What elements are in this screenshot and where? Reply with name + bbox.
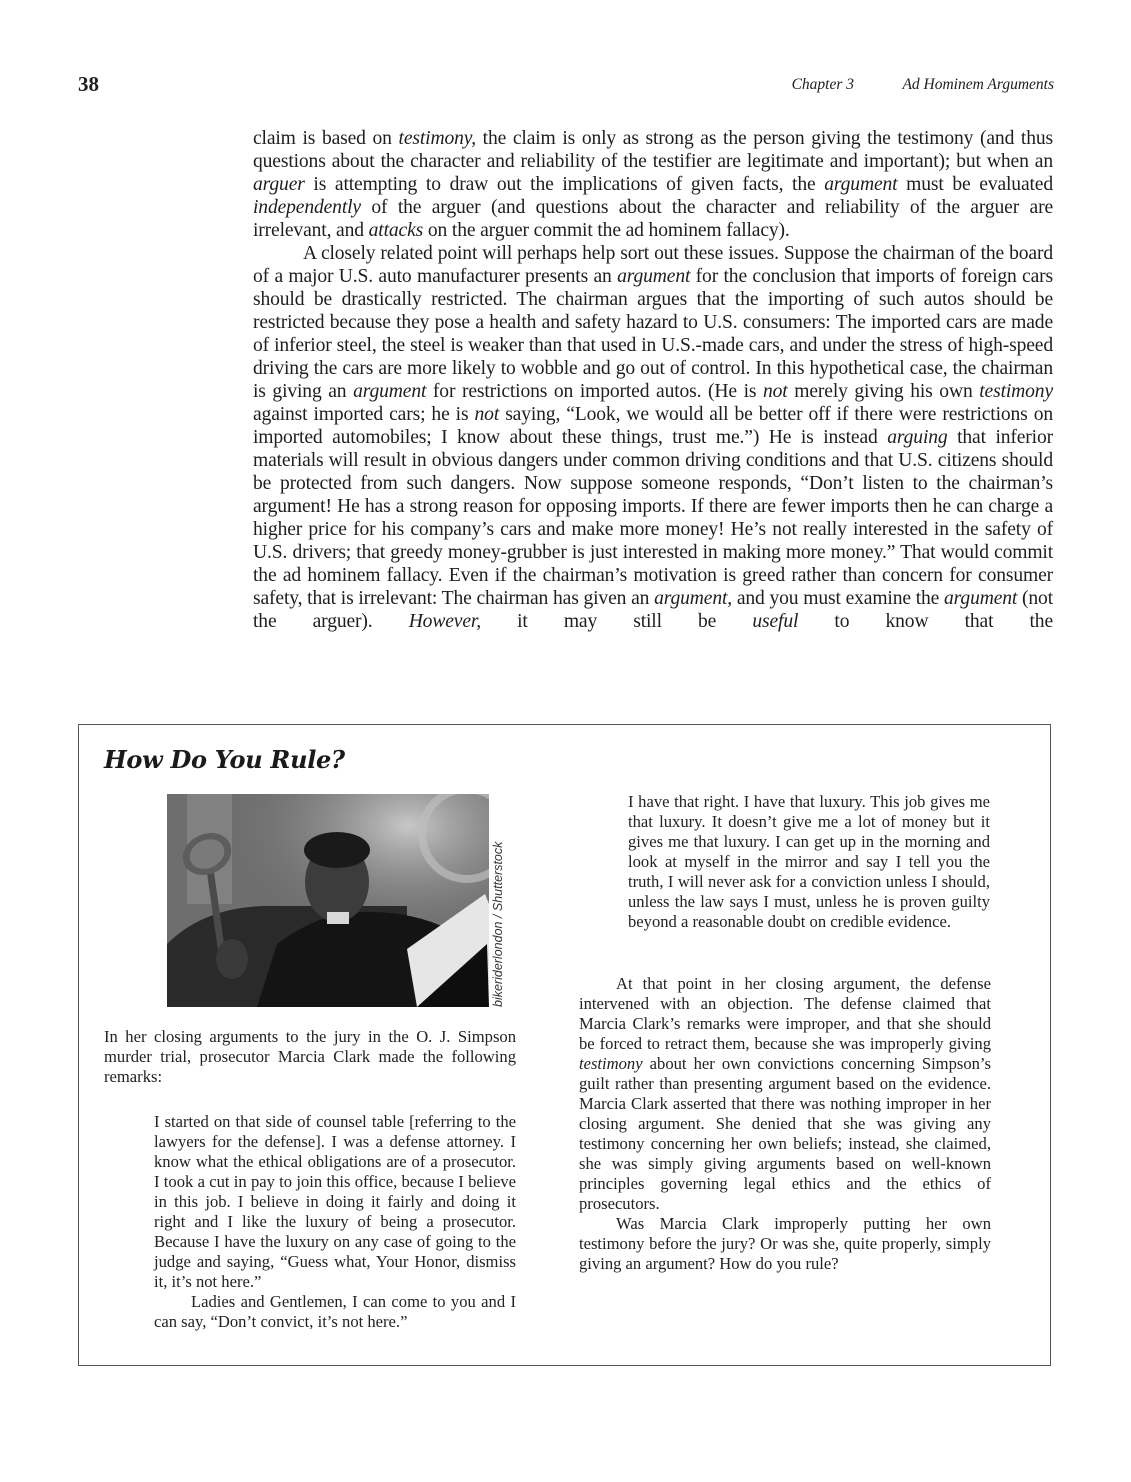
emphasis: arguing: [887, 427, 948, 448]
judge-gavel-image: [167, 794, 489, 1007]
box-body-text: [579, 974, 991, 1274]
photo-credit: bikeriderlondon / Shutterstock: [491, 841, 505, 1007]
chapter-label: Chapter 3: [791, 76, 854, 93]
judge-photo: [167, 794, 489, 1007]
running-head: [78, 72, 1054, 98]
emphasis: testimony: [579, 1054, 643, 1073]
emphasis: argument,: [654, 588, 733, 609]
block-quote-left: [154, 1112, 516, 1332]
emphasis: attacks: [368, 220, 424, 241]
emphasis: argument: [353, 381, 427, 402]
quote-paragraph: I started on that side of counsel table [referring to the lawyers for the defense]. I was a defense attorney. I know what the ethical obligations are of a prosecutor. I took a cut in pay to join this office, because I believe in this job. I believe in doing it fairly and doing it right and I like the luxury of being a prosecutor. Because I have the luxury on any case of going to the judge and saying, “Guess what, Your Honor, dismiss it, it’s not here.”: [154, 1112, 516, 1291]
emphasis: testimony: [979, 381, 1053, 402]
emphasis: argument: [944, 588, 1018, 609]
chapter-title: Ad Hominem Arguments: [902, 76, 1054, 93]
emphasis: useful: [752, 611, 799, 632]
emphasis: argument: [824, 174, 898, 195]
main-body-text: [253, 127, 1053, 633]
quote-paragraph: Ladies and Gentlemen, I can come to you and I can say, “Don’t convict, it’s not here.”: [154, 1292, 516, 1331]
emphasis: independently: [253, 197, 361, 218]
intro-paragraph: In her closing arguments to the jury in the O. J. Simpson murder trial, prosecutor Marcia Clark made the following remarks:: [104, 1027, 516, 1086]
body-paragraph: A closely related point will perhaps help sort out these issues. Suppose the chairman of the board of a major U.S. auto manufacturer presents an argument for the conclusion that imports of foreign cars should be drastically restricted. The chairman argues that the importing of such autos should be restricted because they pose a health and safety hazard to U.S. consumers: The imported cars are made of inferior steel, the steel is weaker than that used in U.S.-made cars, and under the stress of high-speed driving the cars are more likely to wobble and go out of control. In this hypothetical case, the chairman is giving an argument for restrictions on imported autos. (He is not merely giving his own testimony against imported cars; he is not saying, “Look, we would all be better off if there were restrictions on imported automobiles; I know about these things, trust me.”) He is instead arguing that inferior materials will result in obvious dangers under common driving conditions and that U.S. citizens should be protected from such dangers. Now suppose someone responds, “Don’t listen to the chairman’s argument! He has a strong reason for opposing imports. If there are fewer imports then he can charge a higher price for his company’s cars and make more money! He’s not really interested in the safety of U.S. drivers; that greedy money-grubber is just interested in making more money.” That would commit the ad hominem fallacy. Even if the chairman’s motivation is greed rather than concern for consumer safety, that is irrelevant: The chairman has given an argument, and you must examine the argument (not the arguer). However, it may still be useful to know that the: [253, 243, 1053, 632]
body-paragraph: claim is based on testimony, the claim is only as strong as the person giving the testimony (and thus questions about the character and reliability of the testifier are legitimate and important); but when an arguer is attempting to draw out the implications of given facts, the argument must be evaluated independently of the arguer (and questions about the character and reliability of the arguer are irrelevant, and attacks on the arguer commit the ad hominem fallacy).: [253, 128, 1053, 241]
emphasis: not: [763, 381, 788, 402]
body-paragraph: At that point in her closing argument, the defense intervened with an objection. The defense claimed that Marcia Clark’s remarks were improper, and that she should be forced to retract them, because she was improperly giving testimony about her own convictions concerning Simpson’s guilt rather than presenting argument based on the evidence. Marcia Clark asserted that there was nothing improper in her closing argument. She denied that she was giving any testimony concerning her own beliefs; instead, she claimed, she was simply giving arguments based on well-known principles governing legal ethics and the ethics of prosecutors.: [579, 974, 991, 1213]
emphasis: However,: [408, 611, 481, 632]
emphasis: testimony,: [398, 128, 476, 149]
block-quote-right: [628, 792, 990, 932]
how-do-you-rule-box: [78, 724, 1051, 1366]
quote-paragraph: I have that right. I have that luxury. This job gives me that luxury. It doesn’t give me a lot of money but it gives me that luxury. I can get up in the morning and look at myself in the mirror and say I tell you the truth, I will never ask for a conviction unless I should, unless the law says I must, unless he is proven guilty beyond a reasonable doubt on credible evidence.: [628, 792, 990, 931]
box-title: How Do You Rule?: [104, 745, 345, 774]
emphasis: argument: [617, 266, 691, 287]
emphasis: not: [474, 404, 500, 425]
page-number: 38: [78, 72, 99, 96]
question-paragraph: Was Marcia Clark improperly putting her own testimony before the jury? Or was she, quite properly, simply giving an argument? How do you rule?: [579, 1214, 991, 1273]
box-intro-text: [104, 1027, 516, 1087]
emphasis: arguer: [253, 174, 305, 195]
